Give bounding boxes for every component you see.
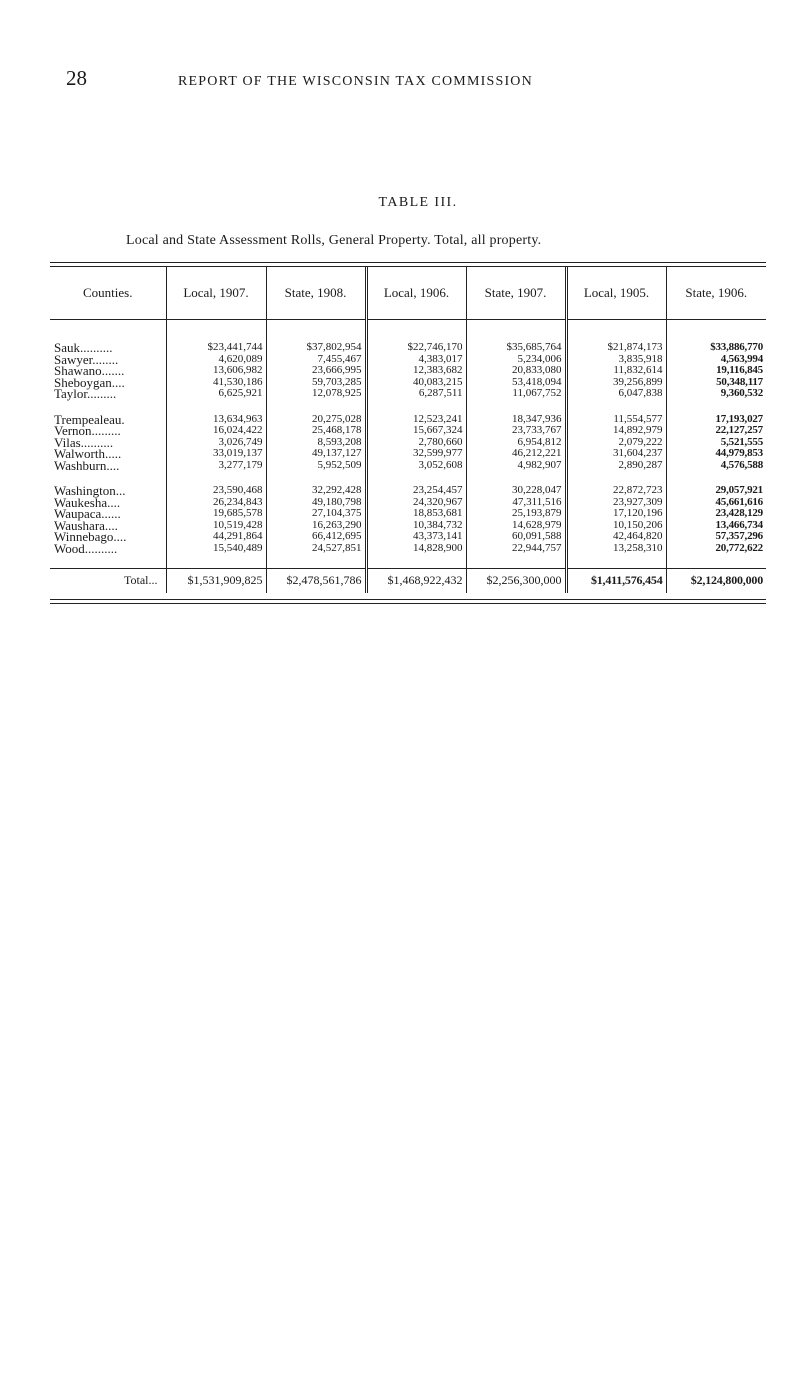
total-value-cell: $2,124,800,000 (666, 569, 766, 594)
value-cell: 14,628,979 (466, 520, 566, 532)
group-gap-row (50, 471, 766, 485)
county-name: Washington... (54, 483, 126, 498)
value-cell: 46,212,221 (466, 448, 566, 460)
value-cell: 31,604,237 (566, 448, 666, 460)
value-cell: 6,287,511 (366, 388, 466, 400)
value-cell: 20,833,080 (466, 365, 566, 377)
value-cell: 18,347,936 (466, 414, 566, 426)
value-cell: 29,057,921 (666, 485, 766, 497)
value-cell: 15,540,489 (166, 543, 266, 555)
value-cell: 50,348,117 (666, 377, 766, 389)
value-cell: 5,952,509 (266, 460, 366, 472)
value-cell: $37,802,954 (266, 342, 366, 354)
table-caption: Local and State Assessment Rolls, General Property. Total, all property. (126, 233, 542, 248)
value-cell: 23,590,468 (166, 485, 266, 497)
table-row (50, 508, 766, 520)
value-cell: 13,606,982 (166, 365, 266, 377)
value-cell: 32,292,428 (266, 485, 366, 497)
table-row (50, 365, 766, 377)
value-cell: 23,666,995 (266, 365, 366, 377)
table-row (50, 460, 766, 472)
value-cell: 10,384,732 (366, 520, 466, 532)
value-cell: 16,263,290 (266, 520, 366, 532)
value-cell: 22,944,757 (466, 543, 566, 555)
value-cell: 15,667,324 (366, 425, 466, 437)
value-cell: 4,576,588 (666, 460, 766, 472)
table-row (50, 485, 766, 497)
value-cell: 2,079,222 (566, 437, 666, 449)
total-row (50, 569, 766, 594)
value-cell: 3,277,179 (166, 460, 266, 472)
value-cell: 20,772,622 (666, 543, 766, 555)
group-gap-row (50, 400, 766, 414)
county-name: Vilas.......... (54, 434, 114, 450)
header-state-1908: State, 1908. (266, 267, 366, 320)
value-cell: 12,078,925 (266, 388, 366, 400)
value-cell: 32,599,977 (366, 448, 466, 460)
value-cell: 23,254,457 (366, 485, 466, 497)
running-head (66, 66, 608, 91)
header-state-1906: State, 1906. (666, 267, 766, 320)
assessment-table (50, 267, 766, 593)
county-name: Walworth..... (54, 446, 122, 461)
total-value-cell: $1,411,576,454 (566, 569, 666, 594)
value-cell: 44,979,853 (666, 448, 766, 460)
value-cell: 11,554,577 (566, 414, 666, 426)
page-number: 28 (66, 66, 87, 90)
value-cell: 41,530,186 (166, 377, 266, 389)
county-name: Trempealeau. (54, 411, 125, 427)
value-cell: 11,832,614 (566, 365, 666, 377)
value-cell: 4,620,089 (166, 354, 266, 366)
value-cell: 33,019,137 (166, 448, 266, 460)
value-cell: 49,137,127 (266, 448, 366, 460)
value-cell: 20,275,028 (266, 414, 366, 426)
county-name: Wood.......... (54, 540, 118, 556)
value-cell: 2,890,287 (566, 460, 666, 472)
value-cell: 22,127,257 (666, 425, 766, 437)
bottom-double-rule (50, 599, 766, 604)
value-cell: 14,828,900 (366, 543, 466, 555)
value-cell: 7,455,467 (266, 354, 366, 366)
value-cell: 4,982,907 (466, 460, 566, 472)
value-cell: 3,835,918 (566, 354, 666, 366)
assessment-table-container (50, 262, 766, 604)
value-cell: 3,052,608 (366, 460, 466, 472)
value-cell: 40,083,215 (366, 377, 466, 389)
value-cell: $35,685,764 (466, 342, 566, 354)
value-cell: 60,091,588 (466, 531, 566, 543)
value-cell: 14,892,979 (566, 425, 666, 437)
value-cell: 13,258,310 (566, 543, 666, 555)
value-cell: 12,383,682 (366, 365, 466, 377)
value-cell: 4,563,994 (666, 354, 766, 366)
value-cell: 5,521,555 (666, 437, 766, 449)
value-cell: 8,593,208 (266, 437, 366, 449)
value-cell: 42,464,820 (566, 531, 666, 543)
value-cell: 13,466,734 (666, 520, 766, 532)
value-cell: 4,383,017 (366, 354, 466, 366)
value-cell: 25,193,879 (466, 508, 566, 520)
spacer-row (50, 554, 766, 569)
table-body (50, 320, 766, 594)
value-cell: 24,320,967 (366, 497, 466, 509)
county-name: Sheboygan.... (54, 374, 125, 390)
value-cell: 11,067,752 (466, 388, 566, 400)
value-cell: 13,634,963 (166, 414, 266, 426)
running-title: REPORT OF THE WISCONSIN TAX COMMISSION (178, 74, 533, 89)
value-cell: 2,780,660 (366, 437, 466, 449)
value-cell: $21,874,173 (566, 342, 666, 354)
county-name: Sawyer........ (54, 351, 119, 367)
value-cell: 6,954,812 (466, 437, 566, 449)
value-cell: 18,853,681 (366, 508, 466, 520)
value-cell: 19,116,845 (666, 365, 766, 377)
total-value-cell: $1,531,909,825 (166, 569, 266, 594)
header-local-1906: Local, 1906. (366, 267, 466, 320)
value-cell: 39,256,899 (566, 377, 666, 389)
header-row (50, 267, 766, 320)
value-cell: 25,468,178 (266, 425, 366, 437)
county-name: Sauk.......... (54, 340, 113, 355)
value-cell: 23,428,129 (666, 508, 766, 520)
value-cell: 30,228,047 (466, 485, 566, 497)
value-cell: 27,104,375 (266, 508, 366, 520)
value-cell: $33,886,770 (666, 342, 766, 354)
value-cell: 22,872,723 (566, 485, 666, 497)
value-cell: 3,026,749 (166, 437, 266, 449)
county-name: Shawano....... (54, 363, 125, 378)
total-value-cell: $1,468,922,432 (366, 569, 466, 594)
value-cell: 59,703,285 (266, 377, 366, 389)
value-cell: 6,625,921 (166, 388, 266, 400)
table-row (50, 342, 766, 354)
value-cell: 17,120,196 (566, 508, 666, 520)
value-cell: 19,685,578 (166, 508, 266, 520)
table-row (50, 531, 766, 543)
value-cell: 53,418,094 (466, 377, 566, 389)
county-name: Waupaca...... (54, 506, 121, 521)
value-cell: 9,360,532 (666, 388, 766, 400)
value-cell: 66,412,695 (266, 531, 366, 543)
county-name: Vernon......... (54, 423, 121, 438)
county-name: Waukesha.... (54, 494, 121, 510)
table-title: TABLE III. (378, 195, 458, 210)
value-cell: 23,927,309 (566, 497, 666, 509)
value-cell: 23,733,767 (466, 425, 566, 437)
header-local-1905: Local, 1905. (566, 267, 666, 320)
county-name: Winnebago.... (54, 529, 127, 544)
value-cell: 10,150,206 (566, 520, 666, 532)
value-cell: 24,527,851 (266, 543, 366, 555)
county-name: Washburn.... (54, 457, 120, 473)
value-cell: 45,661,616 (666, 497, 766, 509)
value-cell: 49,180,798 (266, 497, 366, 509)
value-cell: 26,234,843 (166, 497, 266, 509)
value-cell: 16,024,422 (166, 425, 266, 437)
total-value-cell: $2,478,561,786 (266, 569, 366, 594)
value-cell: 17,193,027 (666, 414, 766, 426)
spacer-row (50, 320, 766, 343)
header-state-1907: State, 1907. (466, 267, 566, 320)
value-cell: 44,291,864 (166, 531, 266, 543)
value-cell: 5,234,006 (466, 354, 566, 366)
table-row (50, 543, 766, 555)
total-value-cell: $2,256,300,000 (466, 569, 566, 594)
county-name: Waushara.... (54, 517, 118, 533)
total-label: Total... (50, 569, 166, 594)
value-cell: 43,373,141 (366, 531, 466, 543)
value-cell: 47,311,516 (466, 497, 566, 509)
header-counties: Counties. (50, 267, 166, 320)
value-cell: $22,746,170 (366, 342, 466, 354)
value-cell: 12,523,241 (366, 414, 466, 426)
table-row (50, 388, 766, 400)
table-row (50, 448, 766, 460)
header-local-1907: Local, 1907. (166, 267, 266, 320)
table-row (50, 425, 766, 437)
value-cell: $23,441,744 (166, 342, 266, 354)
value-cell: 57,357,296 (666, 531, 766, 543)
county-name: Taylor......... (54, 386, 117, 401)
value-cell: 10,519,428 (166, 520, 266, 532)
value-cell: 6,047,838 (566, 388, 666, 400)
